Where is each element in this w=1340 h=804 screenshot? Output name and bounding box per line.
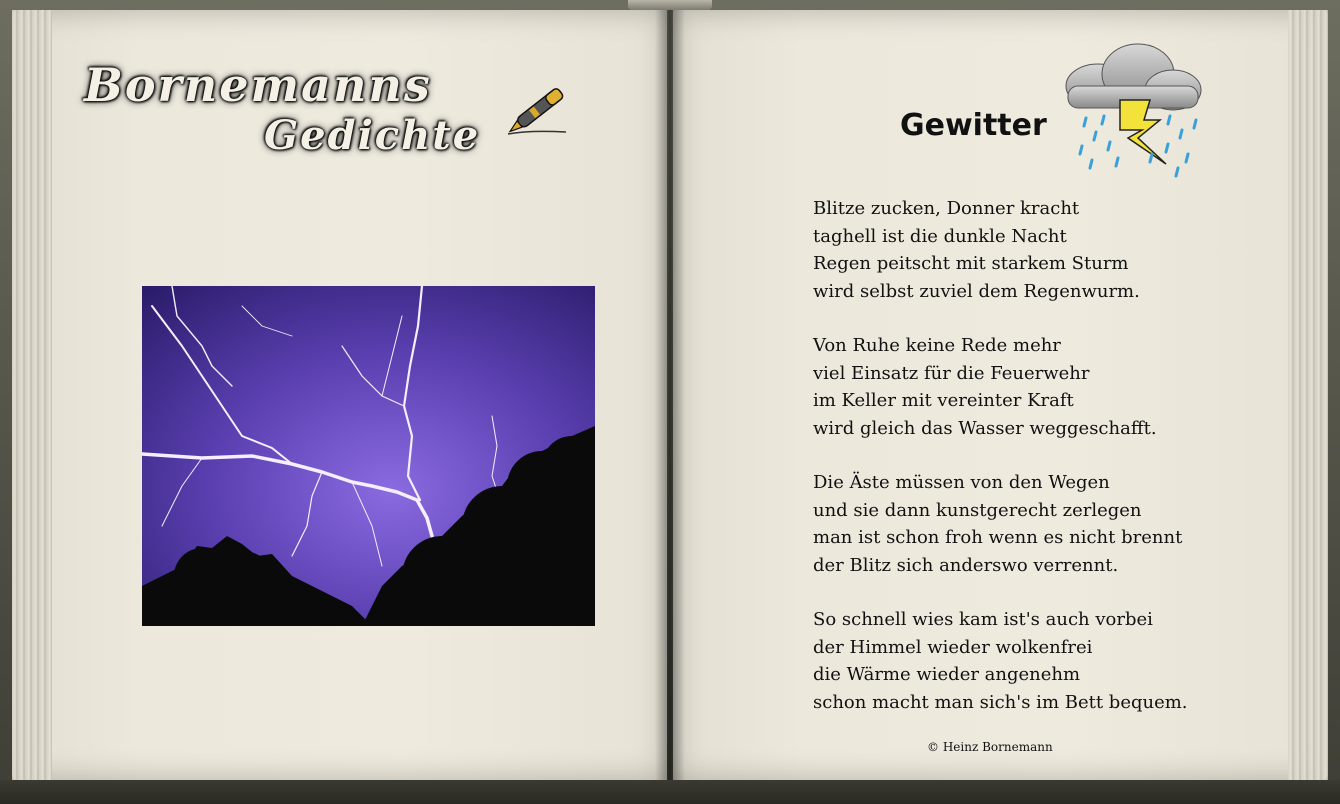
poem-title: Gewitter <box>900 108 1047 143</box>
poem-line: und sie dann kunstgerecht zerlegen <box>813 499 1142 521</box>
poem-line: wird gleich das Wasser weggeschafft. <box>813 417 1157 439</box>
book-bottom-edge <box>0 780 1340 804</box>
poem-line: Blitze zucken, Donner kracht <box>813 198 1080 219</box>
site-logo-line-2: Gedichte <box>264 112 481 159</box>
poem-line: im Keller mit vereinter Kraft <box>813 390 1074 412</box>
book-spine <box>655 10 685 780</box>
book-clasp <box>628 0 712 10</box>
poem-stanza-2 <box>813 332 1157 442</box>
poem-line: Von Ruhe keine Rede mehr <box>813 335 1061 356</box>
lightning-photo <box>142 286 595 626</box>
poem-line: schon macht man sich's im Bett bequem. <box>813 691 1188 713</box>
fountain-pen-icon <box>500 76 576 138</box>
poem-line: viel Einsatz für die Feuerwehr <box>813 362 1090 384</box>
poem-line: So schnell wies kam ist's auch vorbei <box>813 609 1153 630</box>
right-page-edges <box>1288 10 1328 780</box>
poem-stanza-4 <box>813 606 1188 716</box>
poem-line: man ist schon froh wenn es nicht brennt <box>813 527 1183 549</box>
poem-stanza-3 <box>813 469 1182 579</box>
poem-line: Regen peitscht mit starkem Sturm <box>813 253 1129 275</box>
poem-line: der Himmel wieder wolkenfrei <box>813 636 1093 658</box>
left-page-edges <box>12 10 52 780</box>
poem-line: Die Äste müssen von den Wegen <box>813 472 1110 493</box>
poem-line: der Blitz sich anderswo verrennt. <box>813 554 1119 576</box>
poem-line: wird selbst zuviel dem Regenwurm. <box>813 280 1140 302</box>
poem-line: taghell ist die dunkle Nacht <box>813 225 1067 247</box>
thunderstorm-cloud-icon <box>1058 38 1204 184</box>
poem-stanza-1 <box>813 195 1140 305</box>
poem-line: die Wärme wieder angenehm <box>813 664 1081 686</box>
copyright-notice: © Heinz Bornemann <box>927 740 1053 754</box>
site-logo-line-1: Bornemanns <box>84 58 432 112</box>
